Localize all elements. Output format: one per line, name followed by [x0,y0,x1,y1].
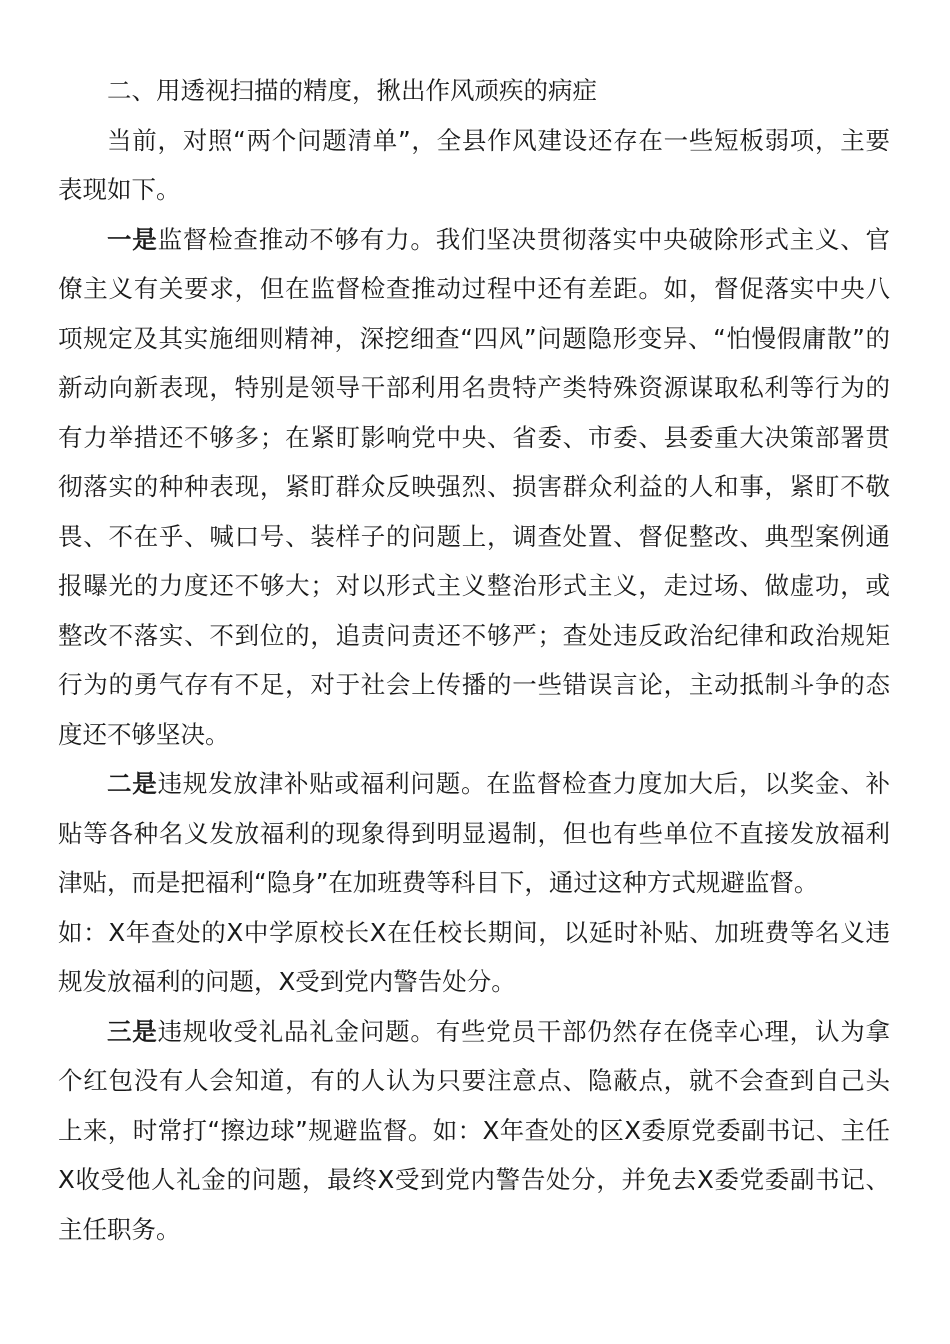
item-paragraph-3 [58,1007,890,1255]
item-lead-2: 二是 [107,769,158,798]
item-text-2: 违规发放津补贴或福利问题。在监督检查力度加大后，以奖金、补贴等各种名义发放福利的现象得到明显遏制，但也有些单位不直接发放福利津贴，而是把福利“隐身”在加班费等科目下，通过这种方式规避监督。 [58,769,891,897]
item-paragraph-2 [58,759,890,1007]
section-heading: 二、用透视扫描的精度，揪出作风顽疾的病症 [107,76,597,105]
item-lead-3: 三是 [107,1016,158,1046]
item-paragraph-1 [58,215,890,760]
item-text-1: 监督检查推动不够有力。我们坚决贯彻落实中央破除形式主义、官僚主义有关要求，但在监督检查推动过程中还有差距。如，督促落实中央八项规定及其实施细则精神，深挖细查“四风”问题隐形变异、“怕慢假庸散”的新动向新表现，特别是领导干部利用名贵特产类特殊资源谋取私利等行为的有力举措还不够多；在紧盯影响党中央、省委、市委、县委重大决策部署贯彻落实的种种表现，紧盯群众反映强烈、损害群众利益的人和事，紧盯不敬畏、不在乎、喊口号、装样子的问题上，调查处置、督促整改、典型案例通报曝光的力度还不够大；对以形式主义整治形式主义，走过场、做虚功，或整改不落实、不到位的，追责问责还不够严；查处违反政治纪律和政治规矩行为的勇气存有不足，对于社会上传播的一些错误言论，主动抵制斗争的态度还不够坚决。 [58,224,891,749]
intro-paragraph: 当前，对照“两个问题清单”，全县作风建设还存在一些短板弱项，主要表现如下。 [58,125,890,204]
document-body [58,66,890,1254]
item-lead-1: 一是 [107,224,158,254]
item-example-2: 如：X年查处的X中学原校长X在任校长期间，以延时补贴、加班费等名义违规发放福利的问题，X受到党内警告处分。 [58,917,890,996]
item-text-3: 违规收受礼品礼金问题。有些党员干部仍然存在侥幸心理，认为拿个红包没有人会知道，有的人认为只要注意点、隐蔽点，就不会查到自己头上来，时常打“擦边球”规避监督。如：X年查处的区X委原党委副书记、主任X收受他人礼金的问题，最终X受到党内警告处分，并免去X委党委副书记、主任职务。 [58,1016,891,1244]
